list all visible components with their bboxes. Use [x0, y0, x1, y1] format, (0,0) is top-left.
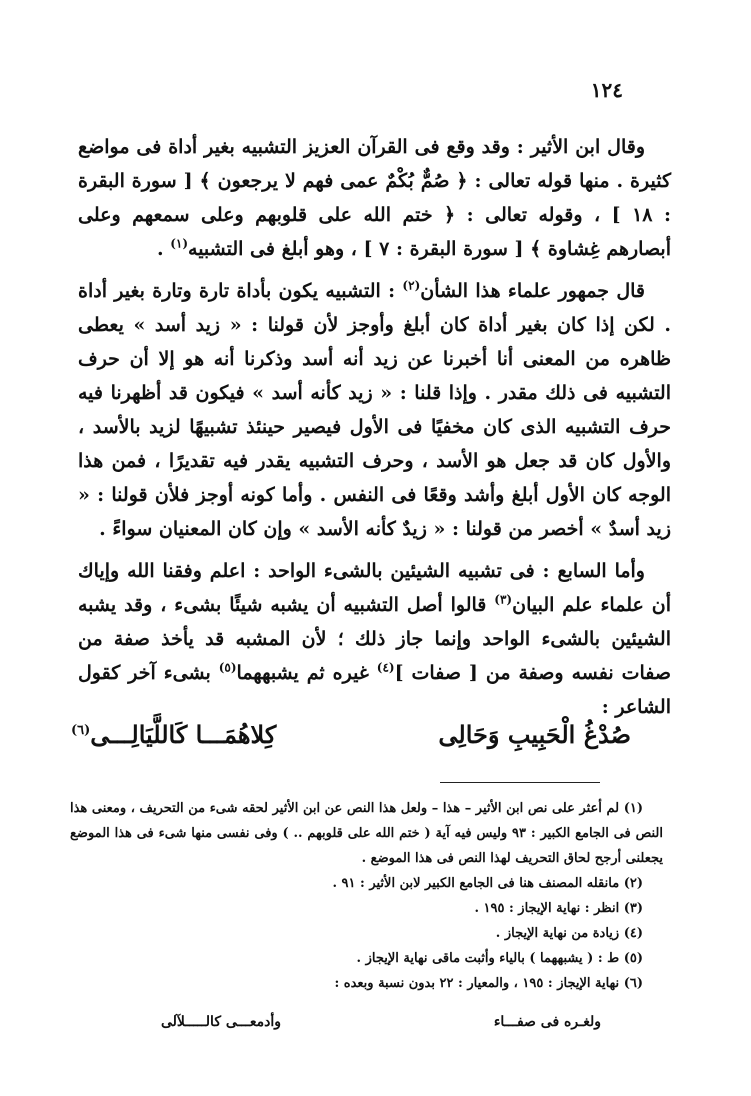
paragraph-end: . — [156, 238, 171, 260]
paragraph-scholars — [78, 274, 671, 546]
footnote-4: (٤) زيادة من نهاية الإيجاز . — [495, 926, 643, 941]
page-number: ١٢٤ — [590, 78, 623, 102]
footnote-ref: (٦) — [71, 723, 91, 738]
footnote-1: (١) لم أعثر على نص ابن الأثير – هذا – ولعل هذا النص عن ابن الأثير لحقه شىء من التحريف ، ومعنى هذا النص فى الجامع الكبير : ٩٣ وليس فيه آية ( ختم الله على قلوبهم .. ) وفى نفسى منها شىء فى هذا الموضع يجعلنى أرجح لحاق التحريف لهذا النص فى هذا الموضع . — [70, 801, 663, 866]
footnote-6: (٦) نهاية الإيجاز : ١٩٥ ، والمعيار : ٢٢ بدون نسبة وبعده : — [334, 976, 643, 991]
footnote-verse-first: ولغـره فى صفـــاء — [493, 1014, 601, 1030]
footnote-2: (٢) مانقله المصنف هنا فى الجامع الكبير لابن الأثير : ٩١ . — [332, 876, 643, 891]
section-lead: وأما السابع — [557, 560, 645, 582]
footnote-ref: (١) — [170, 236, 189, 251]
footnote-verse-second: وأدمعـــى كالـــــلآلى — [161, 1014, 281, 1030]
verse-second-hemistich: كِلاهُمَـــا كَاللَّيَالِـــى — [90, 720, 277, 749]
paragraph-text: بشىء آخر كقول الشاعر : — [78, 662, 671, 718]
footnotes — [70, 796, 663, 996]
paragraph-text: : فى تشبيه الشيئين بالشىء الواحد : اعلم وفقنا الله وإياك أن علماء علم البيان — [78, 560, 671, 616]
paragraph-text: غيره ثم يشبههما — [236, 662, 377, 684]
main-text — [78, 130, 671, 732]
footnote-verse — [161, 1014, 601, 1030]
footnote-ref: (٢) — [402, 278, 421, 293]
paragraph-seventh — [78, 554, 671, 724]
paragraph-text: وقال ابن الأثير : وقد وقع فى القرآن العزيز التشبيه بغير أداة فى مواضع كثيرة . منها قوله تعالى : ﴿ صُمٌّ بُكْمٌ عمى فهم لا يرجعون ﴾ [ سورة البقرة : ١٨ ] ، وقوله تعالى : ﴿ ختم الله على قلوبهم وعلى سمعهم وعلى أبصارهم غِشاوة ﴾ [ سورة البقرة : ٧ ] ، وهو أبلغ فى التشبيه — [78, 136, 671, 260]
paragraph-ibn-al-athir — [78, 130, 671, 266]
footnote-ref: (٥) — [218, 660, 237, 675]
footnote-ref: (٤) — [376, 660, 395, 675]
verse-second-hemistich-wrap — [71, 720, 276, 749]
footnote-3: (٣) انظر : نهاية الإيجاز : ١٩٥ . — [474, 901, 643, 916]
paragraph-text: قالوا أصل التشبيه أن يشبه شيئًا بشىء ، وقد يشبه الشيئين بالشىء الواحد وإنما جاز ذلك ؛ لأن المشبه قد يأخذ صفة من صفات نفسه وصفة من [ صفات ] — [78, 594, 671, 684]
poetry-verse — [71, 720, 631, 749]
verse-first-hemistich: صُدْغُ الْحَبِيبِ وَحَالِى — [438, 720, 631, 749]
paragraph-text: : التشبيه يكون بأداة تارة وتارة بغير أداة . لكن إذا كان بغير أداة كان أبلغ وأوجز لأن قولنا : « زيد أسد » يعطى ظاهره من المعنى أنا أخبرنا عن زيد أنه أسد وذكرنا أنه هو إلا أن حرف التشبيه فى ذلك مقدر . وإذا قلنا : « زيد كأنه أسد » فيكون قد أظهرنا فيه حرف التشبيه الذى كان مخفيًا فى الأول فيصير حينئذ تشبيهًا لزيد بالأسد ، والأول كان قد جعل هو الأسد ، وحرف التشبيه يقدر فيه تقديرًا ، فمن هذا الوجه كان الأول أبلغ وأشد وقعًا فى النفس . وأما كونه أوجز فلأن قولنا : « زيد أسدٌ » أخصر من قولنا : « زيدٌ كأنه الأسد » وإن كان المعنيان سواءً . — [78, 280, 671, 540]
footnote-5: (٥) ط : ( يشبههما ) بالياء وأثبت ماقى نهاية الإيجاز . — [356, 951, 643, 966]
footnote-divider — [440, 782, 600, 783]
paragraph-text: قال جمهور علماء هذا الشأن — [420, 280, 645, 302]
footnote-ref: (٣) — [494, 592, 513, 607]
